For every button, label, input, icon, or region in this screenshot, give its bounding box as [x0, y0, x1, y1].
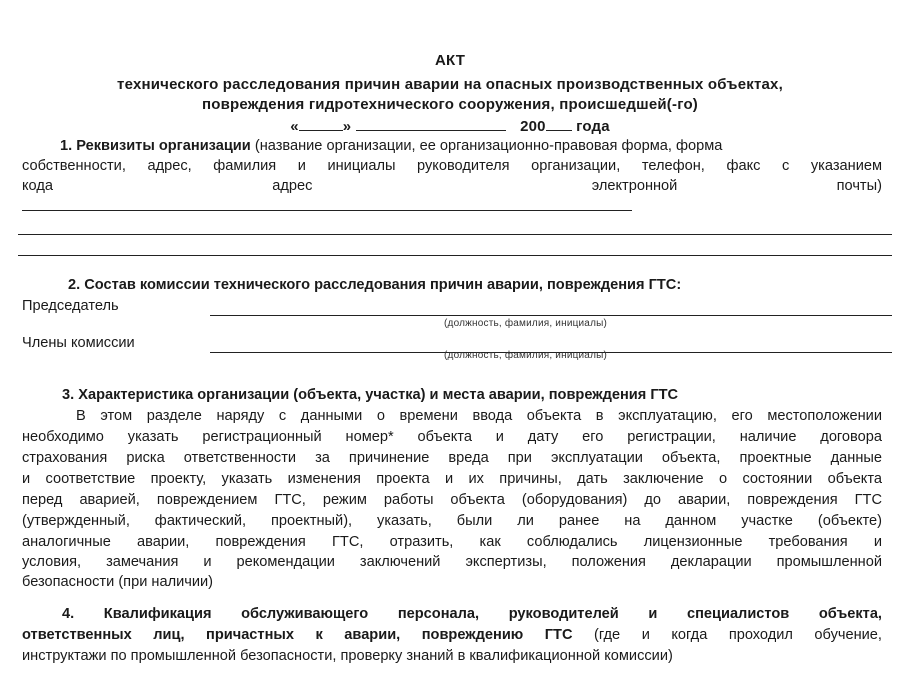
section3-line-6: (утвержденный, фактический, проектный), указать, были ли ранее на данном участке (объекте) — [22, 513, 882, 529]
date-month-blank — [356, 117, 506, 131]
section3-line-1: В этом разделе наряду с данными о времени ввода объекта в эксплуатацию, его местоположении — [76, 408, 882, 424]
section3-heading: 3. Характеристика организации (объекта, участка) и места аварии, повреждения ГТС — [62, 387, 679, 403]
date-suffix: года — [576, 118, 610, 135]
section4-line-3: инструктажи по промышленной безопасности, проверку знаний в квалификационной комиссии) — [22, 648, 673, 664]
section3-line-5: перед аварией, повреждением ГТС, режим работы объекта (оборудования) до аварии, повреждения ГТС — [22, 492, 882, 508]
date-year-blank — [546, 117, 572, 131]
section1-line-3 — [22, 178, 882, 194]
section1-fill-line-3 — [18, 255, 892, 256]
members-caption: (должность, фамилия, инициалы) — [444, 350, 608, 361]
section3-line-8: условия, замечания и рекомендации заключений экспертизы, положения декларации промышленной — [22, 554, 882, 570]
chairman-label: Председатель — [22, 298, 119, 314]
document-title: АКТ — [434, 52, 466, 69]
date-open-quote: « — [290, 118, 299, 135]
date-year-prefix: 200 — [520, 118, 546, 135]
section1-line-1 — [60, 138, 882, 154]
date-line — [0, 117, 900, 135]
section3-line-2: необходимо указать регистрационный номер* объекта и дату его регистрации, наличие договора — [22, 429, 882, 445]
section1-fill-line-1 — [22, 210, 632, 211]
section4-line-2 — [22, 627, 882, 643]
members-label: Члены комиссии — [22, 335, 135, 351]
date-day-blank — [299, 117, 343, 131]
section1-heading: 1. Реквизиты организации — [60, 138, 251, 154]
document-subtitle-line-2: повреждения гидротехнического сооружения, происшедшей(-го) — [201, 96, 699, 113]
section4-line-2-bold: ответственных лиц, причастных к аварии, повреждению ГТС — [22, 627, 573, 643]
section1-word-mail: почты) — [836, 178, 882, 194]
section1-fill-line-2 — [18, 234, 892, 235]
section3-line-7: аналогичные аварии, повреждения ГТС, отразить, как соблюдались лицензионные требования и — [22, 534, 882, 550]
section4-line-1: 4. Квалификация обслуживающего персонала, руководителей и специалистов объекта, — [62, 606, 882, 622]
document-subtitle-line-1: технического расследования причин аварии на опасных производственных объектах, — [117, 76, 783, 93]
date-close-quote: » — [342, 118, 352, 135]
section1-word-code: кода — [22, 178, 53, 194]
section1-word-electronic: электронной — [591, 178, 678, 194]
section1-line-1-text: (название организации, ее организационно-правовая форма, форма — [254, 138, 723, 154]
section3-line-9: безопасности (при наличии) — [22, 574, 214, 590]
section3-line-3: страхования риска ответственности за причинение вреда при эксплуатации объекта, проектные данные — [22, 450, 882, 466]
chairman-fill-line — [210, 315, 892, 316]
section4-line-2-rest: (где и когда проходил обучение, — [594, 627, 882, 643]
section2-heading: 2. Состав комиссии технического расследования причин аварии, повреждения ГТС: — [68, 277, 682, 293]
section1-word-address: адрес — [272, 178, 313, 194]
section1-line-2: собственности, адрес, фамилия и инициалы руководителя организации, телефон, факс с указанием — [22, 158, 882, 174]
section3-line-4: и соответствие проекту, указать изменения проекта и их причины, дать заключение о состоянии объекта — [22, 471, 882, 487]
chairman-caption: (должность, фамилия, инициалы) — [444, 318, 608, 329]
